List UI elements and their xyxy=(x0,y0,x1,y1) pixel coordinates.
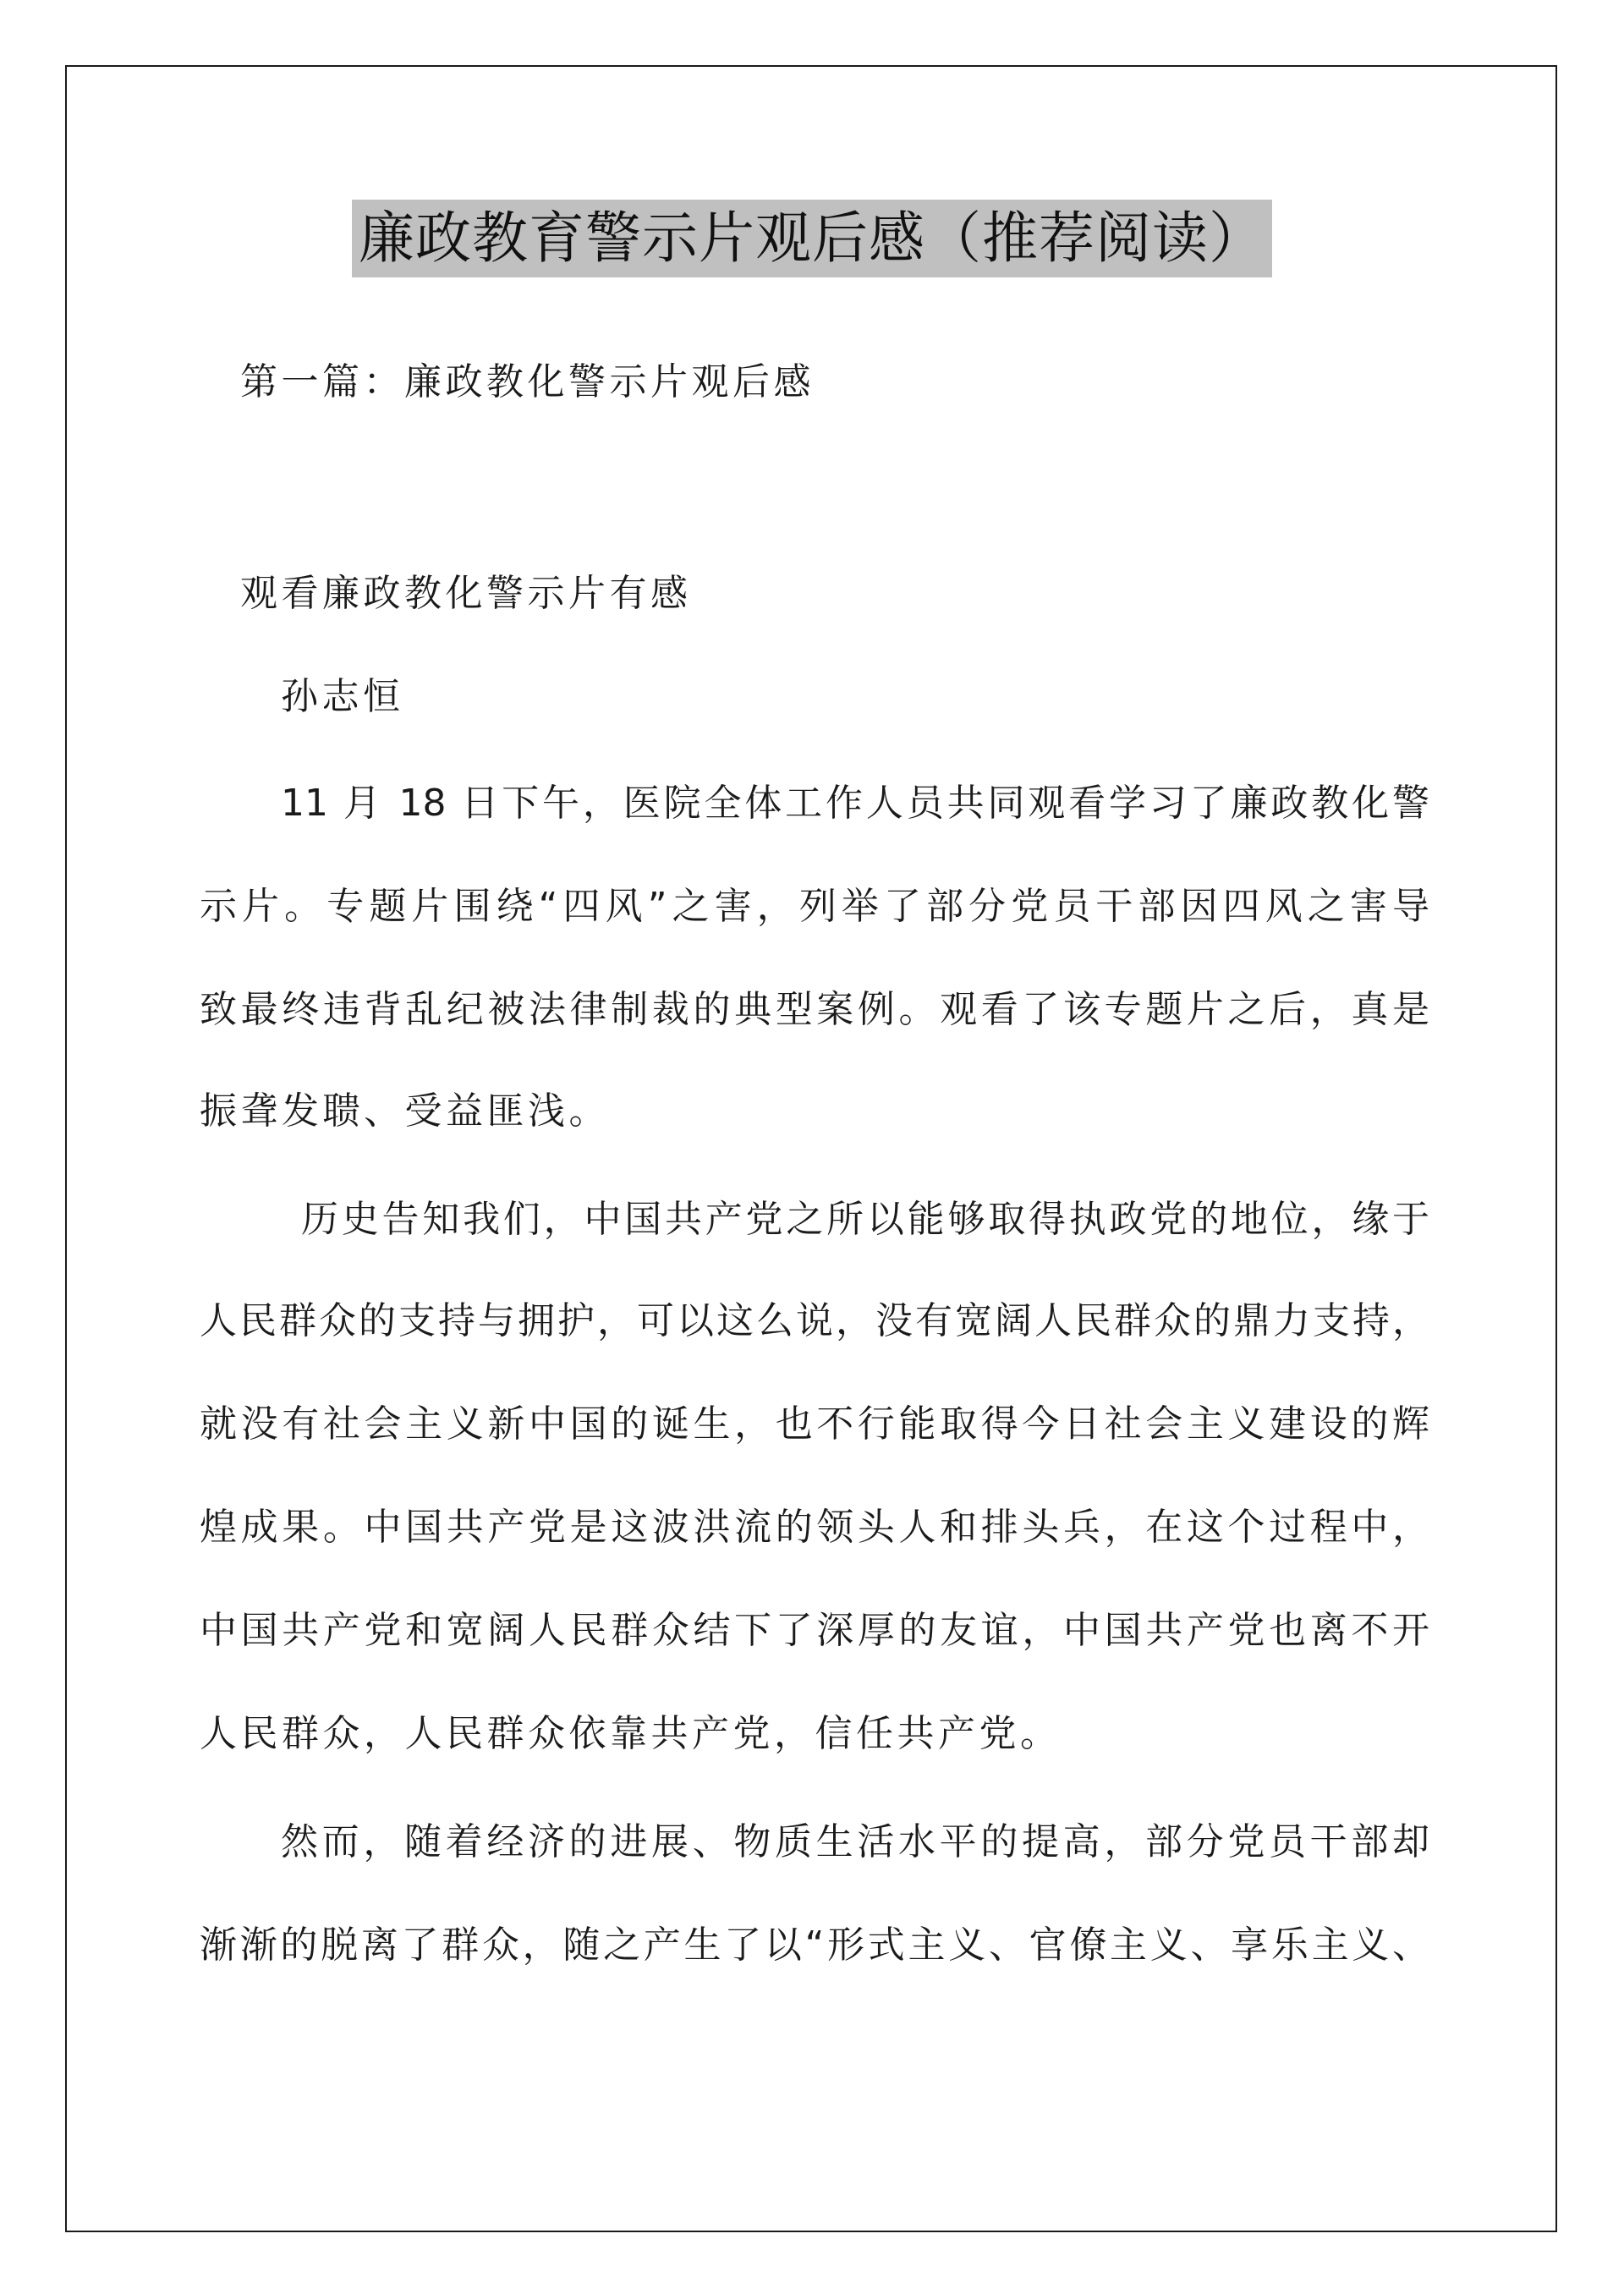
section-heading: 第一篇：廉政教化警示片观后感 xyxy=(240,360,815,403)
paragraph-line: 11 月 18 日下午，医院全体工作人员共同观看学习了廉政教化警 xyxy=(281,782,1429,825)
document-title: 廉政教育警示片观后感（推荐阅读） xyxy=(352,200,1272,277)
paragraph-line: 振聋发聩、受益匪浅。 xyxy=(200,1089,610,1133)
paragraph-line: 煌成果。中国共产党是这波洪流的领头人和排头兵，在这个过程中， xyxy=(200,1506,1429,1549)
paragraph-line: 就没有社会主义新中国的诞生，也不行能取得今日社会主义建设的辉 xyxy=(200,1402,1429,1446)
paragraph-line: 示片。专题片围绕“四风”之害，列举了部分党员干部因四风之害导 xyxy=(200,885,1429,928)
paragraph-line: 人民群众，人民群众依靠共产党，信任共产党。 xyxy=(200,1712,1062,1755)
paragraph-line: 致最终违背乱纪被法律制裁的典型案例。观看了该专题片之后，真是 xyxy=(200,988,1429,1031)
paragraph-line: 渐渐的脱离了群众，随之产生了以“形式主义、官僚主义、享乐主义、 xyxy=(200,1924,1429,1967)
paragraph-line: 然而，随着经济的进展、物质生活水平的提高，部分党员干部却 xyxy=(281,1820,1429,1863)
paragraph-line: 历史告知我们，中国共产党之所以能够取得执政党的地位，缘于 xyxy=(301,1198,1429,1241)
paragraph-line: 人民群众的支持与拥护，可以这么说，没有宽阔人民群众的鼎力支持， xyxy=(200,1299,1429,1342)
title-wrap xyxy=(0,200,1624,277)
author-name: 孙志恒 xyxy=(281,675,404,718)
paragraph-line: 中国共产党和宽阔人民群众结下了深厚的友谊，中国共产党也离不开 xyxy=(200,1609,1429,1652)
article-title: 观看廉政教化警示片有感 xyxy=(240,572,692,615)
